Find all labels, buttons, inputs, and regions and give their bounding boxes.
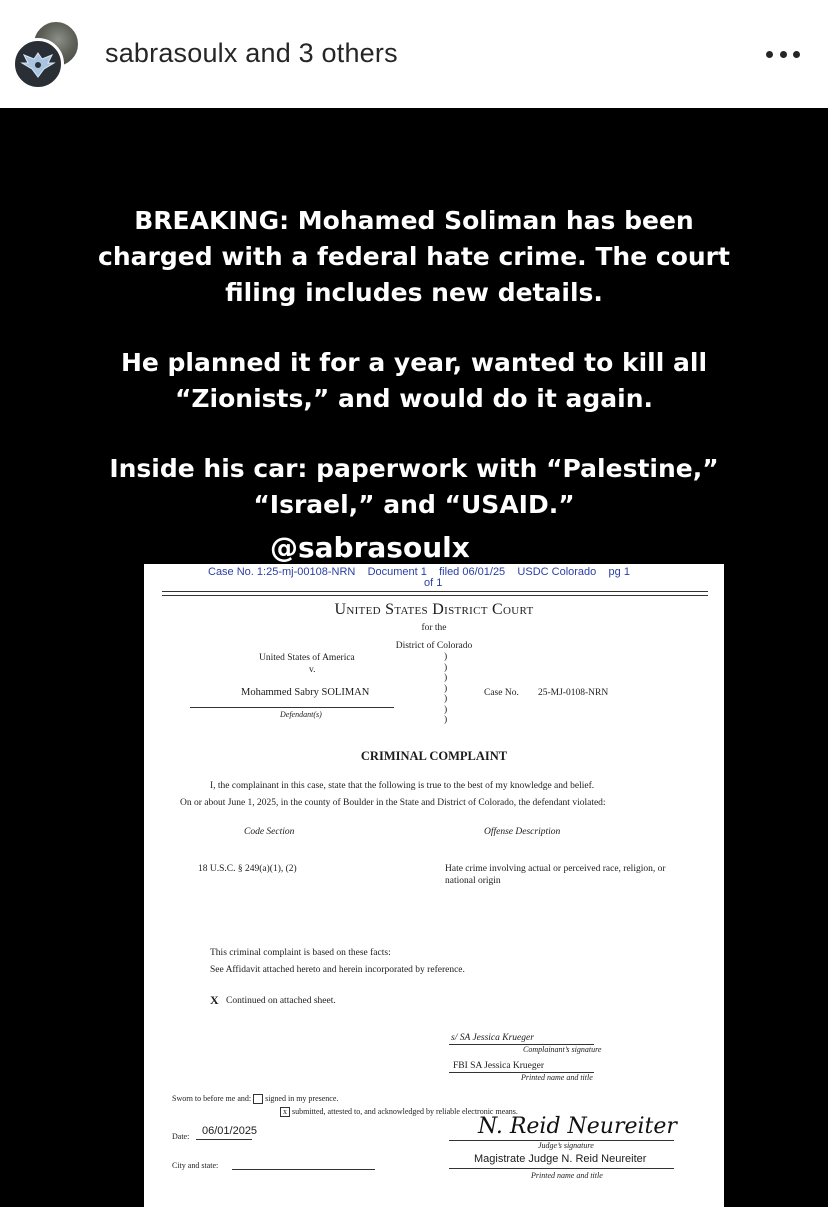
case-number-label: Case No. — [484, 688, 519, 698]
offense-line: national origin — [445, 876, 501, 886]
caption-line: “Israel,” and “USAID.” — [253, 490, 575, 519]
judge-signature: N. Reid Neureiter — [478, 1114, 677, 1139]
district-name: District of Colorado — [395, 641, 473, 651]
facts-line: See Affidavit attached hereto and herein incorporated by reference. — [210, 965, 465, 975]
stamp-page: pg 1 — [608, 566, 630, 578]
avatar-stack[interactable] — [12, 20, 80, 90]
signed-presence-text: signed in my presence. — [265, 1094, 339, 1103]
caption-line: “Zionists,” and would do it again. — [174, 384, 653, 413]
complainant-signature-label: Complainant’s signature — [523, 1045, 602, 1054]
story-content — [0, 108, 828, 1207]
story-collaborators: and 3 others — [237, 38, 398, 68]
sworn-text: Sworn to before me and: — [172, 1094, 252, 1103]
story-header — [0, 0, 828, 108]
city-state-label: City and state: — [172, 1161, 219, 1170]
judge-printed-label: Printed name and title — [531, 1171, 603, 1180]
offense-label: Offense Description — [484, 827, 561, 837]
judge-name: Magistrate Judge N. Reid Neureiter — [474, 1153, 647, 1165]
court-title: United States District Court — [334, 601, 534, 618]
divider — [190, 707, 394, 708]
story-title[interactable] — [105, 38, 398, 69]
stamp-document: Document 1 — [367, 566, 427, 578]
defendant-label: Defendant(s) — [280, 710, 322, 719]
caption-line: BREAKING: Mohamed Soliman has been — [134, 206, 694, 235]
story-caption — [0, 203, 828, 523]
caption-paragraph — [0, 203, 828, 311]
checkbox — [253, 1094, 263, 1104]
date-label: Date: — [172, 1132, 190, 1141]
signature-line — [196, 1139, 252, 1140]
stamp-case: Case No. 1:25-mj-00108-NRN — [208, 566, 356, 578]
case-stamp — [208, 566, 630, 578]
mention-tag[interactable]: @sabrasoulx — [270, 531, 470, 564]
facts-line: This criminal complaint is based on these facts: — [210, 948, 391, 958]
submitted-text: submitted, attested to, and acknowledged by reliable electronic means. — [292, 1107, 518, 1116]
offense-line: Hate crime involving actual or perceived race, religion, or — [445, 864, 666, 874]
stamp-of: of 1 — [424, 577, 443, 589]
story-username[interactable]: sabrasoulx — [105, 38, 238, 68]
stamp-filed: filed 06/01/25 — [439, 566, 506, 578]
caption-line: Inside his car: paperwork with “Palestine,” — [109, 454, 719, 483]
for-the-label: for the — [421, 623, 447, 633]
stamp-court: USDC Colorado — [517, 566, 597, 578]
date-value: 06/01/2025 — [202, 1125, 258, 1137]
complaint-title: CRIMINAL COMPLAINT — [360, 749, 508, 763]
continued-checkmark: X — [210, 993, 219, 1007]
caption-paragraph — [0, 451, 828, 523]
judge-signature-label: Judge’s signature — [538, 1141, 594, 1150]
caption-line: filing includes new details. — [225, 278, 603, 307]
statement-line: I, the complainant in this case, state that the following is true to the best of my knowledge and belief. — [210, 781, 595, 791]
divider — [162, 591, 708, 592]
complainant-signature: s/ SA Jessica Krueger — [451, 1033, 534, 1043]
plaintiff-name: United States of America — [259, 653, 355, 663]
caption-paragraph — [0, 345, 828, 417]
winged-logo-icon — [20, 49, 56, 79]
more-options-icon[interactable] — [766, 44, 800, 64]
case-number: 25-MJ-0108-NRN — [538, 688, 609, 698]
signature-line — [449, 1168, 674, 1169]
code-section-label: Code Section — [244, 827, 295, 837]
complainant-name: FBI SA Jessica Krueger — [453, 1061, 545, 1071]
caption-line: He planned it for a year, wanted to kill all — [120, 348, 708, 377]
divider — [162, 595, 708, 596]
caption-brackets: ) ) ) ) ) ) ) — [444, 652, 448, 725]
defendant-name: Mohammed Sabry SOLIMAN — [241, 687, 370, 698]
checkbox-checked: x — [280, 1107, 290, 1117]
continued-label: Continued on attached sheet. — [226, 996, 336, 1006]
printed-name-label: Printed name and title — [521, 1073, 593, 1082]
sworn-label — [172, 1094, 338, 1104]
statement-line: On or about June 1, 2025, in the county of Boulder in the State and District of Colorado, the defendant violated: — [180, 798, 606, 808]
signature-line — [232, 1169, 375, 1170]
court-document — [144, 564, 724, 1207]
avatar[interactable] — [12, 38, 64, 90]
code-section-value: 18 U.S.C. § 249(a)(1), (2) — [198, 864, 297, 874]
caption-line: charged with a federal hate crime. The court — [98, 242, 730, 271]
versus-label: v. — [309, 665, 316, 675]
